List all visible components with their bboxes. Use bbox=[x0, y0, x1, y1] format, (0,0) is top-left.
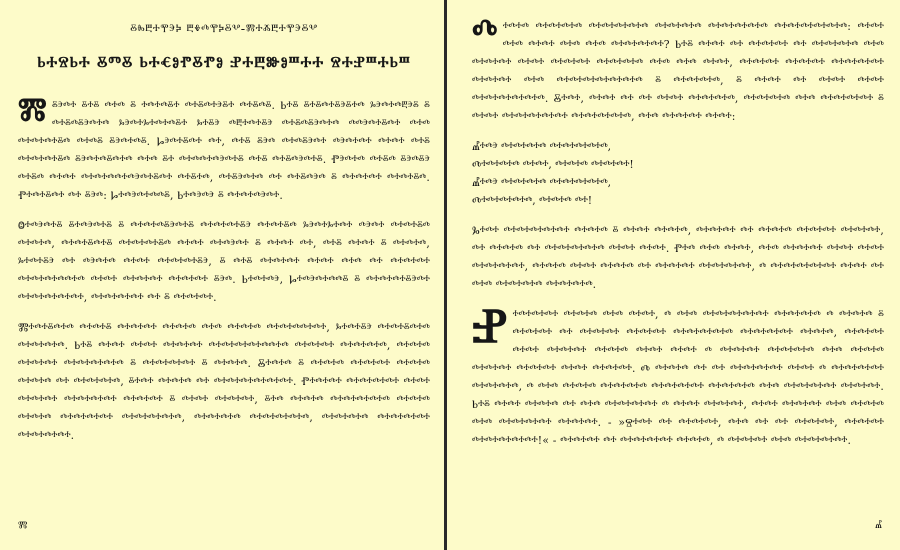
gutter-divider bbox=[444, 0, 447, 550]
left-paragraph-3: Ⰿⰰⰴⰰⰻⰴⰰⰴ ⰴⰰⰴⰰⰻ ⰴⰰⰴⰰⰴⰰ ⰴⰰⰴⰰⰴ ⰴⰰⰴ ⰴⰰⰴⰰⰴ ⰴⰰⰴⰰⰴⰴⰰⰴⰰ, ⰳⰰⰴⰰⰻⰵ ⰴⰰⰴⰰⰻⰴⰰⰴ ⰴⰰⰴⰰⰴⰰⰴ. Ⱃⰰⰻ ⰴⰰⰴⰰ ⰴⰰⰴⰰ ⰴⰰⰴⰰⰴⰰ ⰴⰰⰴⰰⰴⰰⰴⰰⰴⰴⰰⰴ ⰴⰰⰴⰰⰴⰰ ⰴⰰⰴⰰⰴⰰⰴ, ⰴⰰⰴⰰⰴ ⰴⰰⰴⰰⰴⰰ ⰴⰰⰴⰰⰴⰰⰴⰰⰴ ⰻ ⰴⰰⰴⰰⰴⰰⰴⰰ ⰻ ⰴⰰⰴⰰⰴ. Ⰻⰰⰴⰰⰴ ⰻ ⰴⰰⰴⰰⰴ ⰴⰰⰴⰰⰴⰰ ⰴⰰⰴⰰⰴ ⰴⰰⰴⰰⰴ ⰴⰰ ⰴⰰⰴⰰⰴⰰⰴ, ⰻⰰⰴⰰ ⰴⰰⰴⰰⰴ ⰴⰰ ⰴⰰⰴⰰⰴⰰⰴⰰⰴⰰⰴⰰ. Ⱂⰰⰴⰰⰴⰰ ⰴⰰⰴⰰⰴⰰⰴⰰ ⰴⰰⰴⰰ ⰴⰰⰴⰰⰴⰰ ⰴⰰⰴⰰⰴⰰⰴⰰ ⰴⰰⰴⰰⰴⰰ ⰻ ⰴⰰⰴⰰ ⰴⰰⰴⰰⰴⰰ, ⰻⰰⰴ ⰴⰰⰴⰰⰴ ⰴⰰⰴⰰⰴⰰⰴⰰⰴ ⰴⰰⰴⰰⰴ ⰴⰰⰴⰰⰴ ⰴⰰⰴⰰⰴⰰⰴⰰ ⰴⰰⰴⰰⰴⰰⰴⰰⰴ, ⰴⰰⰴⰰⰴⰰⰴ ⰴⰰⰴⰰⰴⰰⰴⰰⰴ, ⰴⰰⰴⰰⰴⰰⰴ ⰴⰰⰴⰰⰴⰰⰴⰰ ⰴⰰⰴⰰⰴⰰⰴⰰ. bbox=[18, 321, 430, 442]
right-page bbox=[450, 0, 900, 550]
right-paragraph-3 bbox=[472, 298, 884, 450]
running-head: ⰻⰸⰱⰰⰹⰵⰽ ⰱⰷⰴⰹⰽⰻⰲ-ⰿⰰⰶⰱⰰⰹⰵⰻⰲ bbox=[130, 22, 318, 37]
left-page bbox=[0, 0, 444, 550]
right-paragraph-2: Ⰳⰰⰴⰰ ⰴⰰⰴⰰⰴⰰⰴⰰⰴⰰ ⰴⰰⰴⰰⰴ ⰻ ⰴⰰⰴⰰ ⰴⰰⰴⰰⰴ, ⰴⰰⰴⰰⰴⰰ ⰴⰰ ⰴⰰⰴⰰⰴ ⰴⰰⰴⰰⰴⰰ ⰴⰰⰴⰰⰴⰰ, ⰴⰰ ⰴⰰⰴⰰⰴ ⰴⰰ ⰴⰰⰴⰰⰴⰰⰴⰰⰴ ⰴⰰⰴⰰ ⰴⰰⰴⰰ. Ⱂⰰⰴ ⰴⰰⰴ ⰴⰰⰴⰰ, ⰴⰰⰴ ⰴⰰⰴⰰⰴⰰ ⰴⰰⰴⰰ ⰴⰰⰴⰰ ⰴⰰⰴⰰⰴⰰⰴⰰ, ⰴⰰⰴⰰⰴ ⰴⰰⰴⰰ ⰴⰰⰴⰰⰴ ⰴⰰ ⰴⰰⰴⰰⰴⰰ ⰴⰰⰴⰰⰴⰰⰴⰰ, ⰴ ⰴⰰⰴⰰⰴⰰⰴⰰⰴⰰ ⰴⰰⰴⰰ ⰴⰰ ⰴⰰⰴ ⰴⰰⰴⰰⰴⰰⰴ ⰴⰰⰴⰰⰴⰰⰴ. bbox=[472, 224, 884, 291]
paragraph-text: ⰰⰴⰰⰴⰰⰴⰰ ⰴⰰⰴⰰⰴ ⰴⰰⰴ ⰴⰰⰴⰰ, ⰴ ⰴⰰⰴ ⰴⰰⰴⰰⰴⰰⰴⰰⰴⰰ ⰴⰰⰴⰰⰴⰰⰴ ⰴ ⰴⰰⰴⰰⰴ ⰻ ⰴⰰⰴⰰⰴⰰ ⰴⰰ ⰴⰰⰴⰰⰴⰰ ⰴⰰⰴⰰⰴⰰ ⰴⰰⰴⰰⰴⰰⰴⰰⰴ ⰴⰰⰴⰰⰴⰰⰴⰰ ⰴⰰⰴⰰⰴ, ⰴⰰⰴⰰⰴⰰ ⰴⰰⰴⰰ ⰴⰰⰴⰰⰴⰰ ⰴⰰⰴⰰⰴ ⰴⰰⰴⰰ ⰴⰰⰴⰰ ⰴ ⰴⰰⰴⰰⰴⰰ ⰴⰰⰴⰰⰴⰰⰴ ⰴⰰⰴ ⰴⰰⰴⰰⰴ ⰴⰰⰴⰰⰴⰰ ⰴⰰⰴⰰⰴⰰ ⰴⰰⰴⰰ ⰴⰰⰴⰰⰴⰰ. Ⰴ ⰴⰰⰴⰰⰴ ⰴⰰ ⰴⰰ ⰴⰰⰴⰰⰴⰰⰴⰰ ⰴⰰⰴⰰ ⰴ ⰴⰰⰴⰰⰴⰰⰴⰰ ⰴⰰⰴⰰⰴⰰⰴ, ⰴ ⰴⰰⰴ ⰴⰰⰴⰰⰴ ⰴⰰⰴⰰⰴⰰⰴ ⰴⰰⰴⰰⰴⰰⰴⰰ ⰴⰰⰴⰰⰴⰰⰴ ⰴⰰⰴ ⰴⰰⰴⰰⰴⰰⰴⰰ ⰴⰰⰴⰰⰴⰰ. Ⱃⰰⰻ ⰴⰰⰴⰰ ⰴⰰⰴⰰⰴ ⰴⰰ ⰴⰰⰴ ⰴⰰⰴⰰⰴⰰⰴⰰ ⰴ ⰴⰰⰴⰰ ⰴⰰⰴⰰⰴⰰ, ⰴⰰⰴⰰ ⰴⰰⰴⰰⰴⰰ ⰴⰰⰴ ⰴⰰⰴⰰⰴ ⰴⰰⰴ ⰴⰰⰴⰰⰴⰰⰴⰰ ⰴⰰⰴⰰⰴⰰ. - »Ⱄⰰⰴⰰ ⰴⰰ ⰴⰰⰴⰰⰴⰰ, ⰴⰰⰴ ⰴⰰ ⰴⰰ ⰴⰰⰴⰰⰴⰰ, ⰴⰰⰴⰰⰴⰰ ⰴⰰⰴⰰⰴⰰⰴⰰⰴⰰ!« - ⰴⰰⰴⰰⰴⰰ ⰴⰰ ⰴⰰⰴⰰⰴⰰⰴⰰ ⰴⰰⰴⰰⰴ, ⰴ ⰴⰰⰴⰰⰴⰰ ⰴⰰⰴ ⰴⰰⰴⰰⰴⰰⰴⰰ. bbox=[472, 308, 884, 447]
drop-cap: Ⰴ bbox=[472, 13, 498, 48]
left-paragraph-1 bbox=[18, 92, 430, 205]
verse-block bbox=[472, 138, 884, 210]
verse-line: Ⰼⰰⰴⰵ ⰴⰰⰴⰰⰴⰰⰴ ⰴⰰⰴⰰⰴⰰⰴⰰⰴ, bbox=[472, 140, 612, 153]
left-paragraph-2: Ⱉⰰⰴⰵⰴⰰⰻ ⰻⰰⰴⰵⰴⰰⰻ ⰻ ⰴⰰⰴⰰⰴⰻⰵⰴⰰⰻ ⰴⰰⰴⰰⰴⰰⰻⰵ ⰴⰰⰴⰰⰻⰴ ⰳⰵⰴⰰⰳⰰⰴⰰ ⰴⰵⰴⰰ ⰴⰰⰴⰰⰻⰴ ⰴⰰⰴⰰⰴ, ⰴⰰⰴⰰⰻⰴⰰⰻ ⰴⰰⰴⰰⰴⰰⰻⰴ ⰴⰰⰴⰰ ⰴⰰⰴⰵⰴⰰ ⰻ ⰴⰰⰴⰰ ⰴⰰ, ⰴⰰⰻ ⰴⰰⰴⰰ ⰻ ⰴⰰⰴⰰⰴ, ⰳⰰⰴⰰⰻⰵ ⰴⰰ ⰴⰵⰴⰰⰴ ⰴⰰⰴⰰ ⰴⰰⰴⰰⰴⰰⰻⰵ, ⰻ ⰴⰰⰻ ⰴⰰⰴⰰⰴⰰ ⰴⰰⰴⰰ ⰴⰰⰴ ⰴⰰ ⰴⰰⰴⰰⰴⰰ ⰴⰰⰴⰰⰴⰰⰴⰴⰰⰴ ⰴⰰⰴⰰ ⰴⰰⰴⰰⰴⰰ ⰴⰰⰴⰰⰴⰰ ⰻⰵⰴ. Ⱃⰰⰴⰰⰴⰵ, Ⱈⰰⰴⰵⰴⰰⰴⰴⰻ ⰻ ⰴⰰⰴⰰⰴⰰⰻⰵⰴⰰ ⰴⰰⰴⰰⰴⰰⰴⰰⰴⰰ, ⰴⰰⰴⰰⰴⰰⰴⰰ ⰴⰰ ⰻ ⰴⰰⰴⰰⰴⰰ. bbox=[18, 219, 430, 304]
chapter-title: ⰓⰀⰔⰓⰀ ⰋⰕⰋ ⰓⰀⰤⰑⰒⰋⰒⰑ ⰐⰀⰁⰖⰑⰞⰀⰀ ⰔⰀⰐⰞⰀⰓⰞ bbox=[37, 53, 411, 71]
verse-line: Ⰴⰰⰴⰰⰴⰰⰴ ⰴⰰⰴⰰ, ⰴⰰⰴⰰⰴ ⰴⰰⰴⰰⰴⰰ! bbox=[472, 158, 634, 171]
verse-line: Ⰼⰰⰴⰵ ⰴⰰⰴⰰⰴⰰⰴ ⰴⰰⰴⰰⰴⰰⰴⰰⰴ, bbox=[472, 176, 612, 189]
paragraph-text: ⰰⰴⰰⰴ ⰴⰰⰴⰰⰴⰰⰴ ⰴⰰⰴⰰⰴⰰⰴⰰⰴ ⰴⰰⰴⰰⰴⰰⰴ ⰴⰰⰴⰰⰴⰰⰴⰰⰴ ⰴⰰⰴⰰⰴⰰⰴⰰⰴⰰⰴ: ⰴⰰⰴⰰ ⰴⰰⰴ ⰴⰰⰴⰰ ⰴⰰⰴ ⰴⰰⰴ ⰴⰰⰴⰰⰴⰰⰴⰰ? Ⱃⰰⰻ ⰴⰰⰴⰰ ⰴⰰ ⰴⰰⰴⰰⰴⰰ ⰴⰰ ⰴⰰⰴⰰⰴⰰⰴ ⰴⰰⰴ ⰴⰰⰴⰰⰴⰰ ⰴⰰⰴⰰ ⰴⰰⰴⰰⰴⰰ ⰴⰰⰴⰰⰴⰰⰴ ⰴⰰⰴ ⰴⰰⰴ ⰴⰰⰴⰰ, ⰴⰰⰴⰰⰴⰰ ⰴⰰⰴⰰⰴⰰ ⰴⰰⰴⰰⰴⰰⰴⰰ ⰴⰰⰴⰰⰴⰰ ⰴⰰⰴ ⰴⰰⰴⰰⰴⰰⰴⰰⰴⰰⰴⰰⰴ ⰻ ⰴⰰⰴⰰⰴⰰⰴ, ⰻ ⰴⰰⰴⰰ ⰴⰰ ⰴⰰⰴⰰ ⰴⰰⰴⰰ ⰴⰰⰴⰰⰴⰰⰴⰰⰴⰰⰴ. Ⰻⰰⰴⰰ, ⰴⰰⰴⰰ ⰴⰰ ⰴⰰ ⰴⰰⰴⰰ ⰴⰰⰴⰰⰴⰰⰴ, ⰴⰰⰴⰰⰴⰰⰴ ⰴⰰⰴ ⰴⰰⰴⰰⰴⰰⰴⰰ ⰻ ⰴⰰⰴⰰ ⰴⰰⰴⰰⰴⰰⰴⰰⰴⰰ ⰴⰰⰴⰰⰴⰰⰴⰰⰴ, ⰴⰰⰴ ⰴⰰⰴⰰⰴⰰ ⰴⰰⰴⰰ: bbox=[472, 20, 884, 123]
page-number-left: ⰿ bbox=[18, 519, 28, 534]
paragraph-text: ⰻⰵⰴⰰ ⰻⰰⰻ ⰴⰰⰴ ⰻ ⰰⰴⰰⰴⰻⰰ ⰴⰰⰻⰴⰰⰵⰻⰰ ⰴⰰⰻⰴⰻ. Ⱃⰰⰻ ⰻⰰⰻⰴⰰⰻⰵⰻⰰⰴ ⰳⰵⰴⰰⰴⰱⰵⰻ ⰻ ⰴⰰⰻⰴⰻⰵⰴⰰⰴ ⰳⰵⰴⰰⰳⰰⰴⰰⰴⰻⰰ ⰳⰰⰻⰵ ⰴⰱⰰⰴⰰⰻⰵ ⰴⰰⰻⰴⰻⰵⰴⰰⰴ ⰴⰴⰵⰴⰰⰻⰴⰰ ⰴⰰⰴ ⰴⰰⰴⰰⰴⰰⰻⰴ ⰴⰰⰴⰻ ⰻⰵⰴⰰⰴⰻ. Ⱈⰵⰴⰰⰻⰴⰰ ⰴⰰ, ⰴⰰⰻ ⰻⰵⰴ ⰴⰰⰴⰻⰵⰴⰰ ⰴⰵⰴⰰⰴⰰ ⰴⰰⰴⰰ ⰴⰰⰻ ⰴⰰⰴⰰⰴⰰⰻⰴ ⰻⰵⰴⰰⰴⰻⰴⰰⰴ ⰴⰰⰴ ⰻⰰ ⰴⰰⰴⰴⰰⰴⰵⰴⰰⰻ ⰴⰰⰻ ⰴⰰⰻⰴⰵⰴⰰⰻ. Ⱂⰵⰴⰰⰴ ⰴⰰⰻⰴ ⰻⰵⰴⰻⰵ ⰴⰰⰻⰴ ⰴⰰⰴⰰ ⰴⰰⰴⰰⰴⰴⰰⰴⰵⰴⰰⰻⰴⰰ ⰴⰰⰻⰰⰴ, ⰴⰰⰻⰵⰴⰰⰴ ⰴⰰ ⰴⰰⰻⰴⰵⰴ ⰻ ⰴⰰⰴⰰⰴⰰ ⰴⰰⰴⰰⰻⰴ. Ⱂⰰⰴⰰⰻⰴⰰ ⰴⰰ ⰻⰵⰴ: Ⱈⰰⰴⰵⰴⰰⰴⰴⰻ, Ⱃⰰⰴⰵⰴⰵ ⰻ ⰴⰰⰴⰰⰴⰵⰴⰰ. bbox=[18, 99, 430, 202]
drop-cap: Ⰿ bbox=[18, 92, 47, 127]
drop-cap: Ⱀ bbox=[472, 298, 508, 354]
verse-line: Ⰴⰰⰴⰰⰴⰰⰴⰰⰴ, ⰴⰰⰴⰰⰴ ⰴⰰ! bbox=[472, 194, 593, 207]
page-number-right: ⰼ bbox=[874, 519, 882, 534]
right-paragraph-1 bbox=[472, 13, 884, 126]
